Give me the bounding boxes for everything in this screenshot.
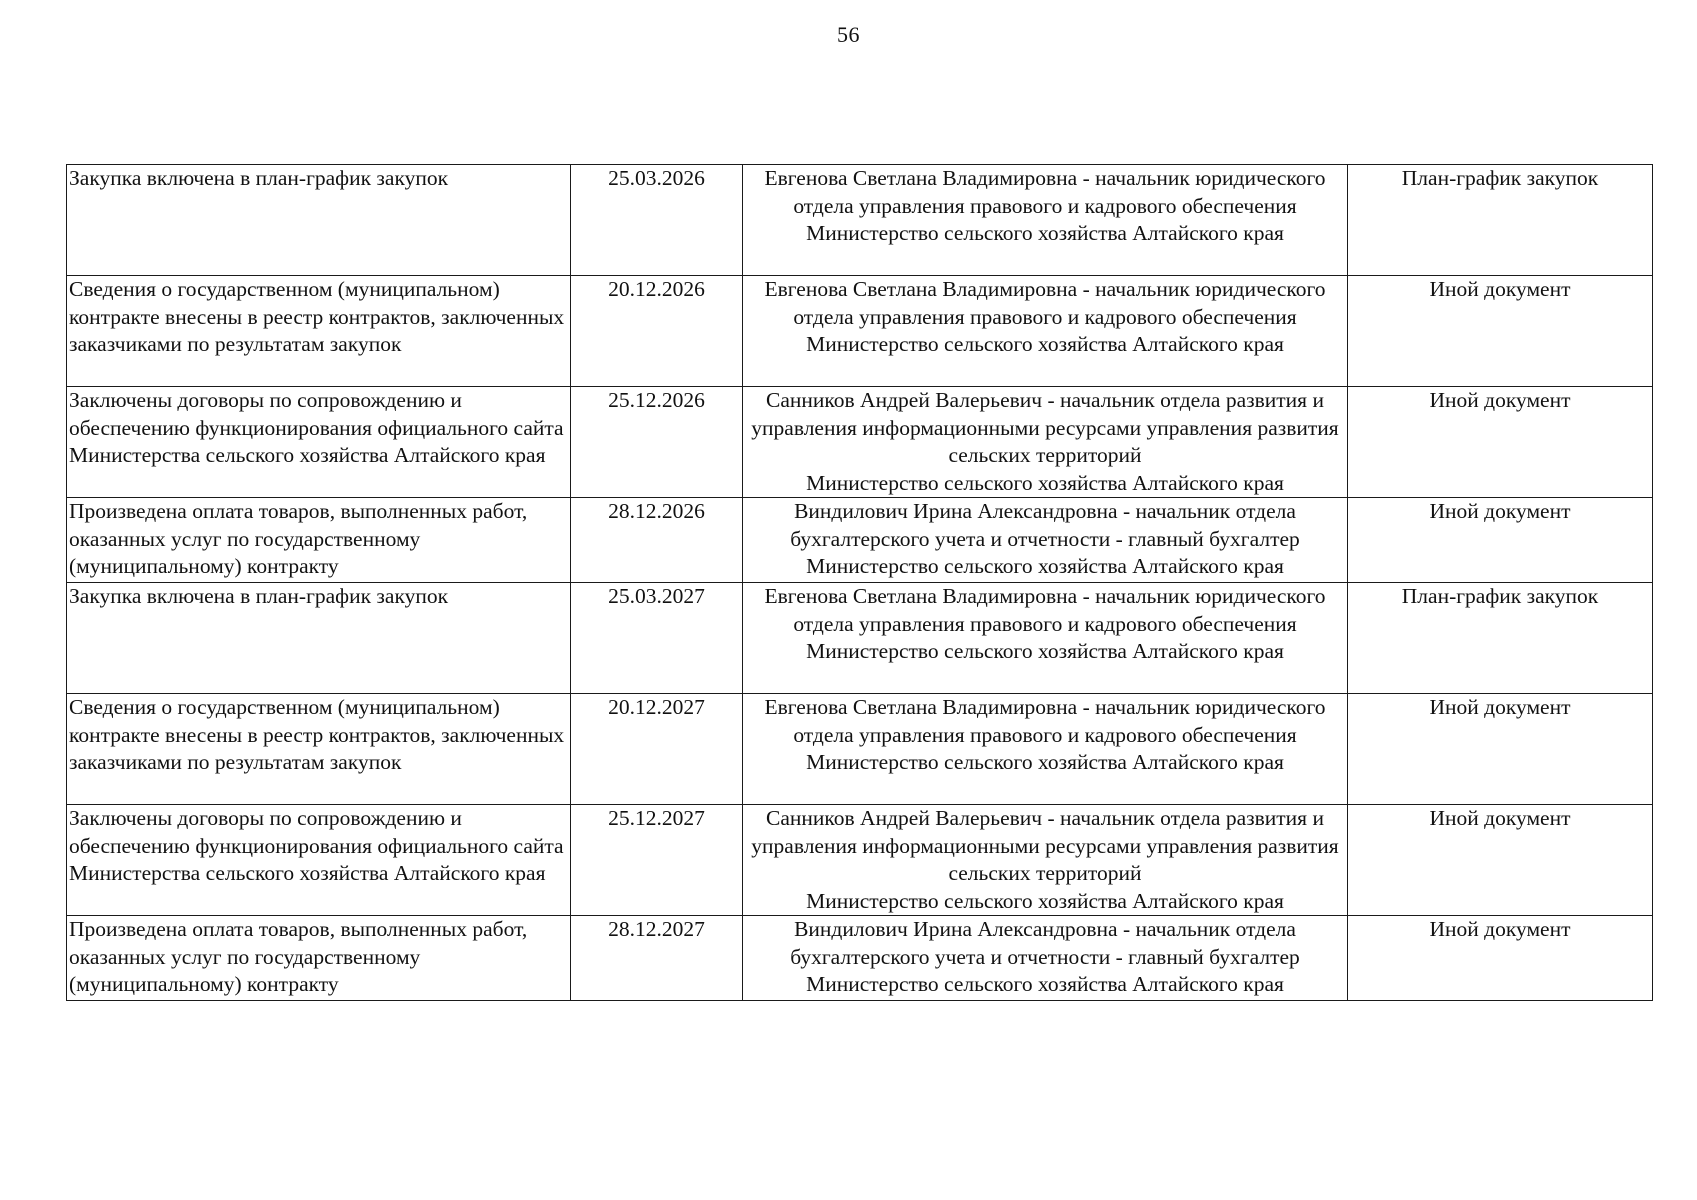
table-row bbox=[67, 916, 1653, 1001]
document-cell: Иной документ bbox=[1348, 805, 1653, 916]
table-row bbox=[67, 805, 1653, 916]
responsible-person: Евгенова Светлана Владимировна - начальник юридического отдела управления правового и кадрового обеспечения bbox=[764, 695, 1326, 747]
document-cell: Иной документ bbox=[1348, 916, 1653, 1001]
table-row bbox=[67, 694, 1653, 805]
date-cell: 20.12.2027 bbox=[571, 694, 743, 805]
date-cell: 25.03.2026 bbox=[571, 165, 743, 276]
responsible-organization: Министерство сельского хозяйства Алтайского края bbox=[806, 888, 1284, 913]
event-cell: Заключены договоры по сопровождению и обеспечению функционирования официального сайта Министерства сельского хозяйства Алтайского края bbox=[67, 805, 571, 916]
table-row bbox=[67, 276, 1653, 387]
event-cell: Закупка включена в план-график закупок bbox=[67, 165, 571, 276]
responsible-cell bbox=[743, 916, 1348, 1001]
page-number: 56 bbox=[837, 22, 860, 47]
document-cell: Иной документ bbox=[1348, 387, 1653, 498]
date-cell: 25.12.2026 bbox=[571, 387, 743, 498]
responsible-cell bbox=[743, 165, 1348, 276]
event-cell: Произведена оплата товаров, выполненных работ, оказанных услуг по государственному (муниципальному) контракту bbox=[67, 498, 571, 583]
responsible-organization: Министерство сельского хозяйства Алтайского края bbox=[806, 332, 1284, 356]
date-cell: 25.03.2027 bbox=[571, 583, 743, 694]
event-cell: Заключены договоры по сопровождению и обеспечению функционирования официального сайта Министерства сельского хозяйства Алтайского края bbox=[67, 387, 571, 498]
responsible-person: Виндилович Ирина Александровна - начальник отдела бухгалтерского учета и отчетности - главный бухгалтер bbox=[790, 917, 1300, 969]
document-cell: Иной документ bbox=[1348, 276, 1653, 387]
table-row bbox=[67, 387, 1653, 498]
responsible-person: Евгенова Светлана Владимировна - начальник юридического отдела управления правового и кадрового обеспечения bbox=[764, 277, 1326, 329]
document-cell: Иной документ bbox=[1348, 498, 1653, 583]
event-cell: Сведения о государственном (муниципальном) контракте внесены в реестр контрактов, заключенных заказчиками по результатам закупок bbox=[67, 276, 571, 387]
responsible-person: Санников Андрей Валерьевич - начальник отдела развития и управления информационными ресурсами управления развития сельских территорий bbox=[751, 388, 1339, 467]
responsible-organization: Министерство сельского хозяйства Алтайского края bbox=[806, 554, 1284, 578]
date-cell: 20.12.2026 bbox=[571, 276, 743, 387]
responsible-organization: Министерство сельского хозяйства Алтайского края bbox=[806, 639, 1284, 663]
responsible-organization: Министерство сельского хозяйства Алтайского края bbox=[806, 470, 1284, 495]
responsible-cell bbox=[743, 498, 1348, 583]
responsible-organization: Министерство сельского хозяйства Алтайского края bbox=[806, 972, 1284, 996]
responsible-cell bbox=[743, 583, 1348, 694]
table-row bbox=[67, 583, 1653, 694]
responsible-person: Евгенова Светлана Владимировна - начальник юридического отдела управления правового и кадрового обеспечения bbox=[764, 584, 1326, 636]
date-cell: 28.12.2026 bbox=[571, 498, 743, 583]
control-points-table bbox=[66, 164, 1653, 1001]
responsible-person: Санников Андрей Валерьевич - начальник отдела развития и управления информационными ресурсами управления развития сельских территорий bbox=[751, 806, 1339, 885]
date-cell: 28.12.2027 bbox=[571, 916, 743, 1001]
document-cell: План-график закупок bbox=[1348, 583, 1653, 694]
document-cell: Иной документ bbox=[1348, 694, 1653, 805]
responsible-person: Виндилович Ирина Александровна - начальник отдела бухгалтерского учета и отчетности - главный бухгалтер bbox=[790, 499, 1300, 551]
date-cell: 25.12.2027 bbox=[571, 805, 743, 916]
table-row bbox=[67, 498, 1653, 583]
event-cell: Сведения о государственном (муниципальном) контракте внесены в реестр контрактов, заключенных заказчиками по результатам закупок bbox=[67, 694, 571, 805]
responsible-person: Евгенова Светлана Владимировна - начальник юридического отдела управления правового и кадрового обеспечения bbox=[764, 166, 1326, 218]
event-cell: Закупка включена в план-график закупок bbox=[67, 583, 571, 694]
responsible-cell bbox=[743, 387, 1348, 498]
responsible-organization: Министерство сельского хозяйства Алтайского края bbox=[806, 221, 1284, 245]
responsible-cell bbox=[743, 694, 1348, 805]
responsible-cell bbox=[743, 805, 1348, 916]
event-cell: Произведена оплата товаров, выполненных работ, оказанных услуг по государственному (муниципальному) контракту bbox=[67, 916, 571, 1001]
document-cell: План-график закупок bbox=[1348, 165, 1653, 276]
responsible-organization: Министерство сельского хозяйства Алтайского края bbox=[806, 750, 1284, 774]
responsible-cell bbox=[743, 276, 1348, 387]
table-row bbox=[67, 165, 1653, 276]
